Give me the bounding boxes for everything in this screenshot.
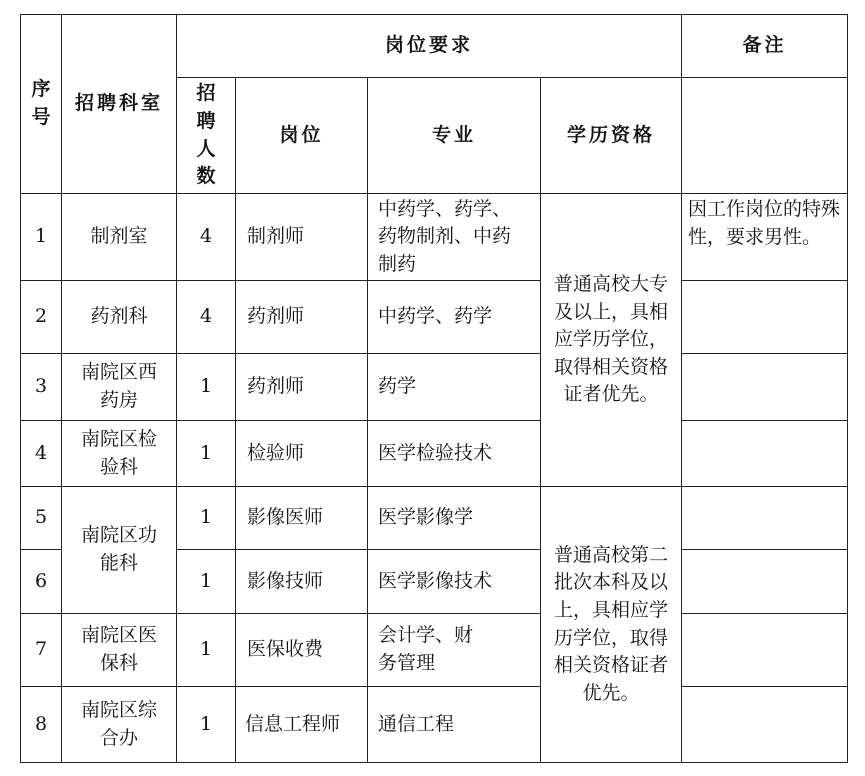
row-major: 中药学、药学、药物制剂、中药制药 [368, 194, 541, 281]
table-row [21, 421, 848, 487]
row-position: 药剂师 [236, 354, 368, 421]
header-seq-char: 序 [31, 78, 51, 101]
header-seq-char: 号 [31, 106, 51, 128]
row-major: 医学影像技术 [368, 550, 541, 614]
row-no: 1 [21, 194, 62, 281]
table-row [21, 687, 848, 763]
row-dept: 南院区西药房 [62, 354, 177, 421]
row-count: 1 [177, 614, 236, 687]
row-count: 4 [177, 281, 236, 354]
row-no: 4 [21, 421, 62, 487]
table-row [21, 281, 848, 354]
row-major: 通信工程 [368, 687, 541, 763]
row-dept: 南院区综合办 [62, 687, 177, 763]
row-no: 5 [21, 487, 62, 550]
education-requirement: 普通高校第二批次本科及以上，具相应学历学位，取得相关资格证者优先。 [541, 487, 682, 763]
row-position: 影像技师 [236, 550, 368, 614]
row-dept: 南院区医保科 [62, 614, 177, 687]
row-count: 1 [177, 421, 236, 487]
header-headcount-char: 聘 [196, 109, 216, 132]
header-seq [21, 15, 62, 194]
header-department: 招聘科室 [62, 15, 177, 194]
header-major: 专业 [368, 78, 541, 194]
row-count: 1 [177, 487, 236, 550]
row-major: 药学 [368, 354, 541, 421]
header-notes: 备注 [682, 15, 848, 78]
header-headcount-char: 数 [196, 165, 216, 188]
row-position: 影像医师 [236, 487, 368, 550]
row-note [682, 614, 848, 687]
header-row-1 [21, 15, 848, 78]
row-count: 1 [177, 687, 236, 763]
header-education: 学历资格 [541, 78, 682, 194]
row-note [682, 354, 848, 421]
row-no: 2 [21, 281, 62, 354]
row-major: 会计学、财务管理 [368, 614, 541, 687]
header-position: 岗位 [236, 78, 368, 194]
row-position: 药剂师 [236, 281, 368, 354]
header-headcount-char: 人 [196, 137, 216, 160]
header-headcount-char: 招 [196, 82, 216, 105]
table-row [21, 194, 848, 281]
row-no: 8 [21, 687, 62, 763]
education-requirement: 普通高校大专及以上，具相应学历学位，取得相关资格证者优先。 [541, 194, 682, 487]
row-position: 检验师 [236, 421, 368, 487]
row-note [682, 550, 848, 614]
row-position: 制剂师 [236, 194, 368, 281]
row-major: 医学影像学 [368, 487, 541, 550]
row-count: 1 [177, 550, 236, 614]
header-notes-empty [682, 78, 848, 194]
row-position: 信息工程师 [236, 687, 368, 763]
row-dept: 南院区功能科 [62, 487, 177, 614]
row-dept: 制剂室 [62, 194, 177, 281]
row-dept: 药剂科 [62, 281, 177, 354]
recruitment-table [20, 14, 848, 763]
row-major: 医学检验技术 [368, 421, 541, 487]
table-row [21, 614, 848, 687]
row-no: 7 [21, 614, 62, 687]
row-note [682, 687, 848, 763]
header-requirements: 岗位要求 [177, 15, 682, 78]
table-row [21, 487, 848, 550]
row-count: 4 [177, 194, 236, 281]
row-count: 1 [177, 354, 236, 421]
row-note [682, 421, 848, 487]
table-row [21, 354, 848, 421]
row-note [682, 281, 848, 354]
header-headcount [177, 78, 236, 194]
row-no: 6 [21, 550, 62, 614]
row-major: 中药学、药学 [368, 281, 541, 354]
row-note: 因工作岗位的特殊性，要求男性。 [682, 194, 848, 281]
row-note [682, 487, 848, 550]
row-position: 医保收费 [236, 614, 368, 687]
row-no: 3 [21, 354, 62, 421]
row-dept: 南院区检验科 [62, 421, 177, 487]
